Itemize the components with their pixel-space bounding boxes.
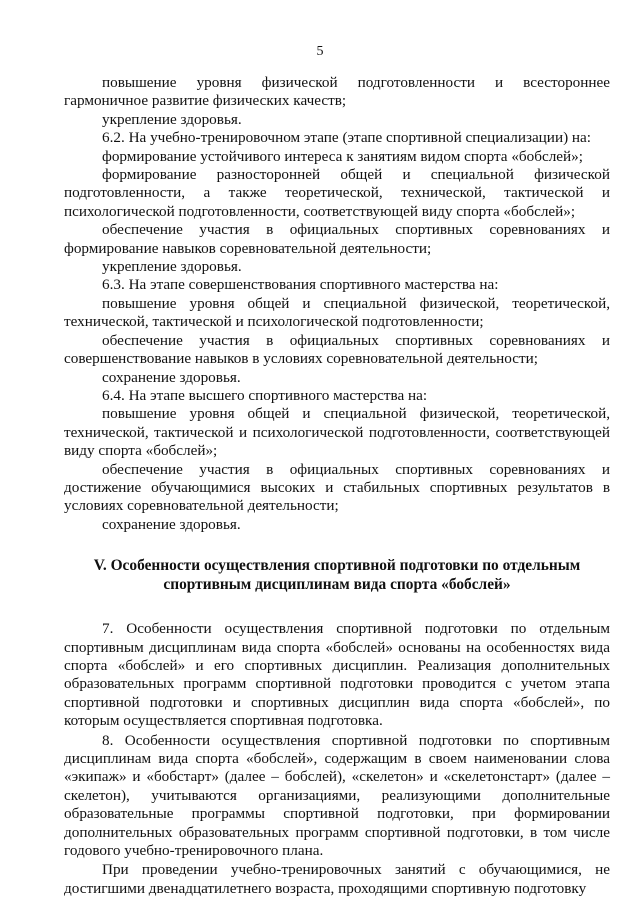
page-number: 5 — [316, 44, 324, 59]
paragraph: 6.4. На этапе высшего спортивного мастерства на: — [102, 386, 428, 404]
paragraph: повышение уровня общей и специальной физической, теоретической, технической, тактической и психологической подготовленности, соответствующей виду спорта «бобслей»; — [64, 405, 610, 460]
section-heading: V. Особенности осуществления спортивной подготовки по отдельным спортивным дисциплинам вида спорта «бобслей» — [93, 557, 581, 594]
paragraph: повышение уровня физической подготовленности и всестороннее гармоничное развитие физических качеств; — [64, 74, 610, 110]
paragraph: обеспечение участия в официальных спортивных соревнованиях и формирование навыков соревновательной деятельности; — [64, 221, 610, 257]
paragraph: 8. Особенности осуществления спортивной подготовки по спортивным дисциплинам вида спорта «бобслей», содержащим в своем наименовании слова «экипаж» и «бобстарт» (далее – бобслей), «скелетон» и «скелетонстарт» (далее – скелетон), учитываются организациями, реализующими дополнительные образовательные программы спортивной подготовки, при формировании дополнительных образовательных программ спортивной подготовки, в том числе годового учебно-тренировочного плана. — [64, 731, 610, 860]
paragraph: формирование разносторонней общей и специальной физической подготовленности, а также теоретической, технической, тактической и психологической подготовленности, соответствующей виду спорта «бобслей»; — [64, 166, 610, 220]
paragraph: укрепление здоровья. — [102, 258, 242, 276]
paragraph: формирование устойчивого интереса к занятиям видом спорта «бобслей»; — [102, 147, 583, 165]
paragraph: обеспечение участия в официальных спортивных соревнованиях и достижение обучающимися высоких и стабильных спортивных результатов в условиях соревновательной деятельности; — [64, 460, 610, 515]
paragraph: При проведении учебно-тренировочных занятий с обучающимися, не достигшими двенадцатилетнего возраста, проходящими спортивную подготовку — [64, 861, 610, 897]
paragraph: 6.2. На учебно-тренировочном этапе (этапе спортивной специализации) на: — [102, 129, 592, 147]
paragraph: 6.3. На этапе совершенствования спортивного мастерства на: — [102, 276, 499, 294]
document-body — [64, 74, 610, 898]
paragraph: повышение уровня общей и специальной физической, теоретической, технической, тактической и психологической подготовленности; — [64, 294, 610, 331]
paragraph: укрепление здоровья. — [102, 110, 242, 128]
paragraph: сохранение здоровья. — [102, 515, 241, 533]
paragraph: обеспечение участия в официальных спортивных соревнованиях и совершенствование навыков в условиях соревновательной деятельности; — [64, 331, 610, 368]
paragraph: 7. Особенности осуществления спортивной подготовки по отдельным спортивным дисциплинам вида спорта «бобслей» основаны на особенностях вида спорта «бобслей» и его спортивных дисциплин. Реализация дополнительных образовательных программ спортивной подготовки проводится с учетом этапа спортивной подготовки и спортивных дисциплин вида спорта «бобслей», по которым осуществляется спортивная подготовка. — [64, 620, 610, 730]
paragraph: сохранение здоровья. — [102, 368, 241, 386]
